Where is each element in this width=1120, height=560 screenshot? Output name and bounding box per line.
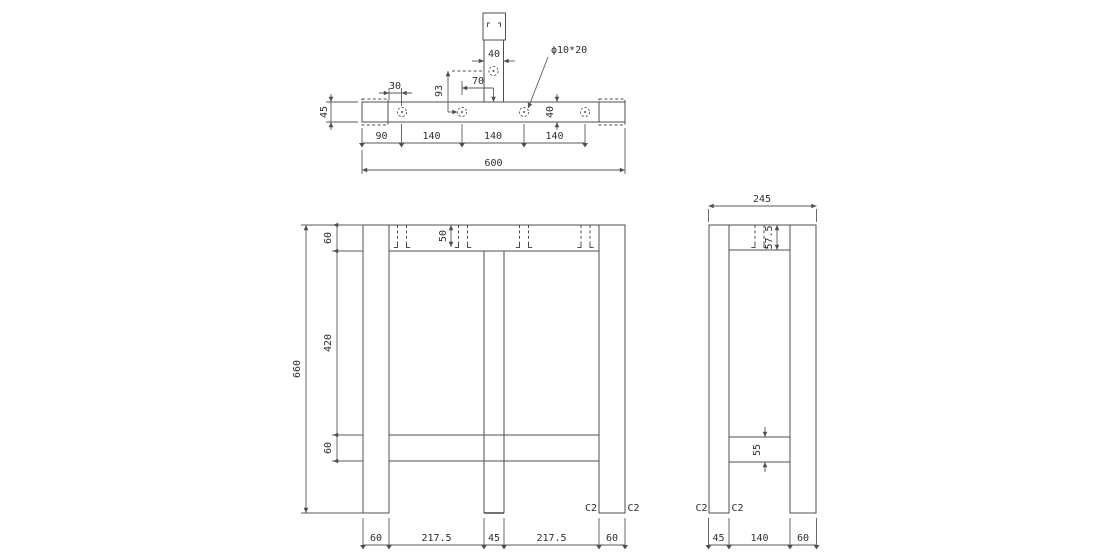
front-chamfer-left-label: C2	[584, 503, 597, 514]
front-view-foot-right-label: 60	[605, 533, 619, 544]
front-leg-left	[363, 225, 389, 513]
dim-total-depth	[709, 194, 817, 222]
top-view-bar-depth-right-label: 40	[545, 105, 556, 119]
top-view-seg3-label: 140	[483, 131, 503, 142]
side-view-hole-depth-label: 57.5	[764, 225, 775, 250]
side-view	[695, 194, 819, 549]
front-view-geometry	[363, 225, 625, 513]
front-view-total-height-label: 660	[292, 359, 303, 379]
side-view-geometry	[709, 225, 816, 513]
front-view-inner-label: 420	[323, 333, 334, 353]
side-leg	[790, 225, 816, 513]
front-chamfer-right-label: C2	[627, 503, 640, 514]
dim-stub-hole-offset	[462, 76, 496, 102]
front-view-bottom-chain	[360, 518, 628, 549]
top-view-stub-width-label: 40	[487, 49, 501, 60]
side-view-leg-depth-label: 60	[796, 533, 810, 544]
side-center-bar	[709, 225, 729, 513]
front-view-span-right-label: 217.5	[536, 533, 567, 544]
side-chamfer-right-label: C2	[731, 503, 744, 514]
side-view-lower-rail-label: 55	[752, 443, 763, 457]
top-view-total-label: 600	[484, 158, 503, 169]
stub-cap-marks	[488, 23, 501, 27]
top-view-bar-depth-label: 45	[319, 105, 330, 119]
front-view-center-bar-label: 45	[487, 533, 501, 544]
side-view-span-label: 140	[750, 533, 769, 544]
front-view-left-chain	[301, 223, 363, 464]
dim-bar-depth	[319, 94, 358, 130]
side-view-total-depth-label: 245	[752, 194, 772, 205]
dim-lower-rail-depth	[752, 427, 767, 472]
top-view-seg2-label: 140	[422, 131, 441, 142]
stub-cap	[483, 13, 506, 40]
front-leg-right	[599, 225, 625, 513]
front-view-foot-left-label: 60	[369, 533, 383, 544]
side-chamfer-left-label: C2	[695, 503, 708, 514]
front-view-span-left-label: 217.5	[421, 533, 452, 544]
front-view-hidden-holes	[394, 225, 594, 248]
front-view-hole-depth-label: 50	[438, 229, 449, 243]
top-view-stub-hole-offset-label: 70	[471, 76, 485, 87]
dim-total-height	[292, 225, 363, 513]
hidden-leg-cap-left	[362, 99, 388, 125]
dim-bar-depth-right	[545, 94, 559, 130]
top-view	[319, 13, 625, 174]
front-view	[292, 223, 640, 550]
front-view-top-rail-label: 60	[323, 231, 334, 245]
front-view-lower-rail-label: 60	[323, 441, 334, 455]
side-view-bar-depth-label: 45	[712, 533, 725, 544]
top-view-stub-hole-height-label: 93	[434, 84, 445, 98]
hole-callout-label: ϕ10*20	[551, 45, 588, 56]
top-view-chain	[359, 124, 588, 147]
hidden-leg-cap-right	[599, 99, 625, 125]
dim-stub-width	[472, 49, 515, 63]
top-view-seg1-label: 90	[375, 131, 388, 142]
side-view-bottom-chain	[706, 518, 820, 549]
top-view-seg4-label: 140	[545, 131, 564, 142]
dim-hole-depth-side	[764, 225, 779, 250]
dim-hole-depth-front	[438, 225, 453, 247]
top-view-hole-offset-label: 30	[388, 81, 402, 92]
top-view-geometry	[362, 13, 625, 125]
